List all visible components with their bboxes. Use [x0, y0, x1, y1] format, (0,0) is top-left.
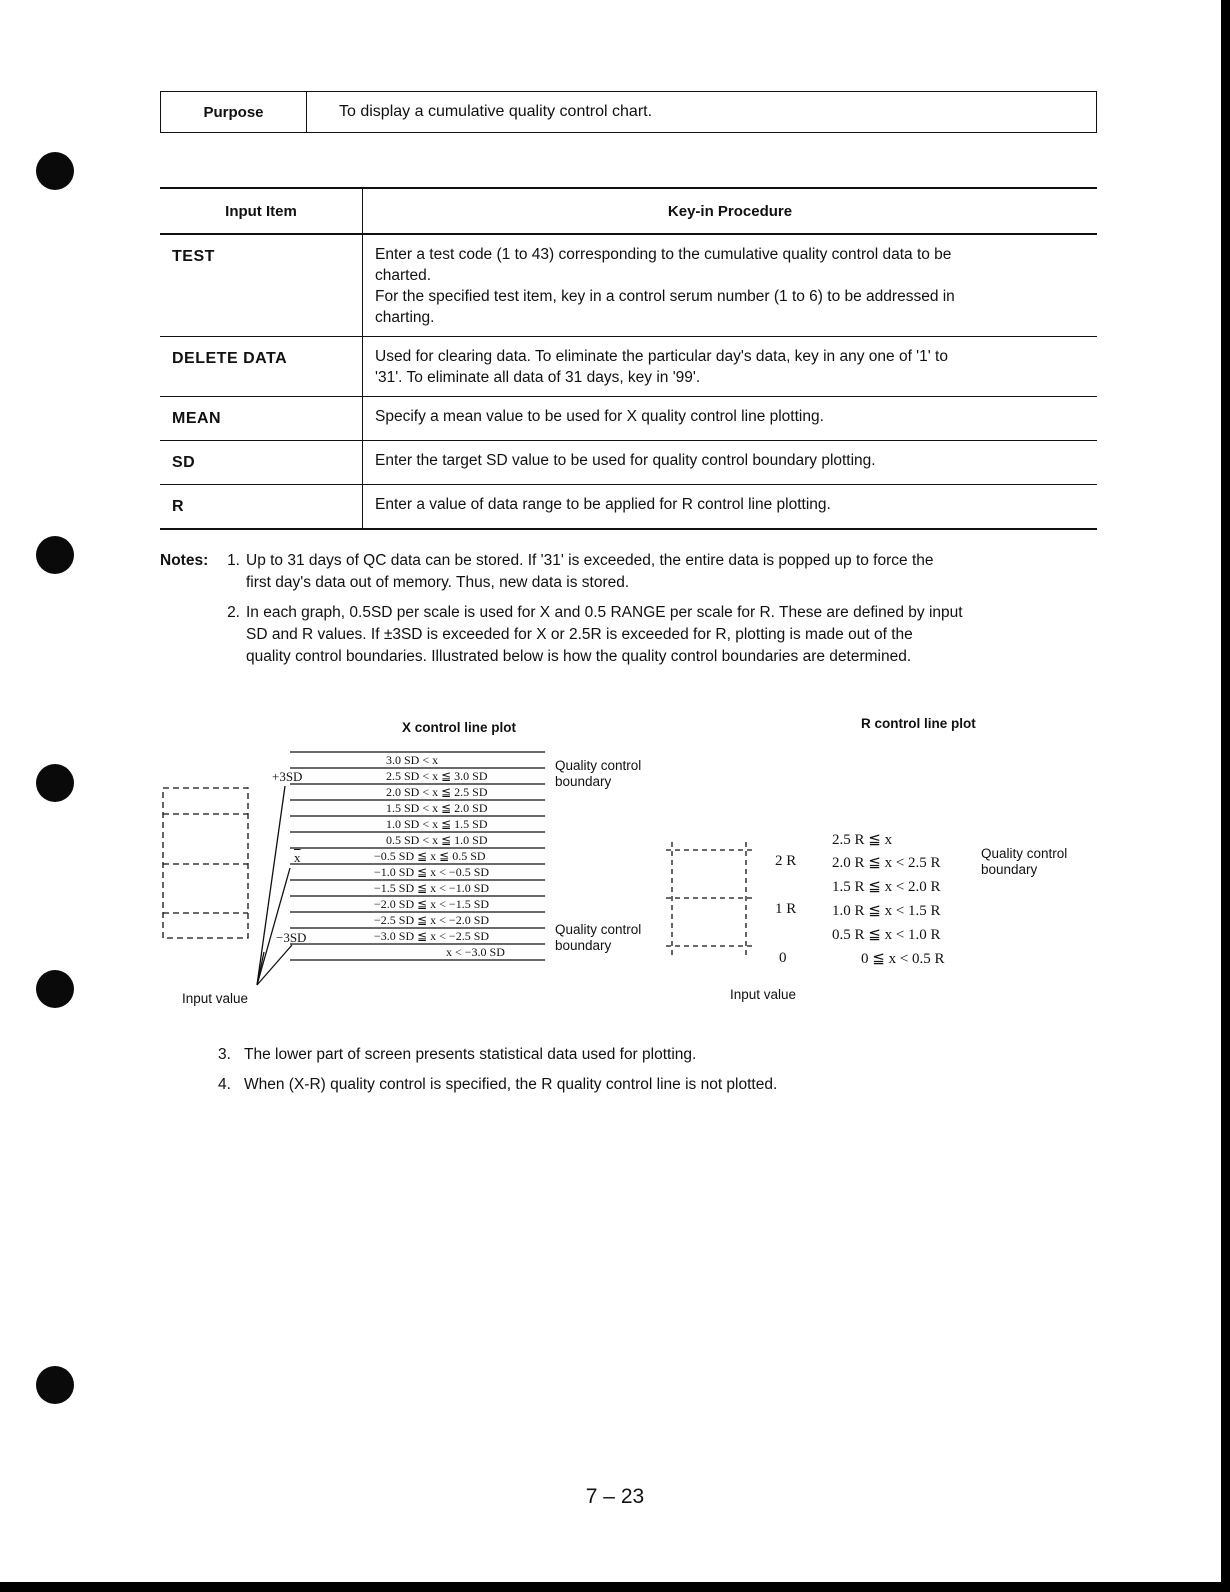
note-line: Up to 31 days of QC data can be stored. If '31' is exceeded, the entire data is popped up to force the: [246, 552, 934, 569]
mean-x-label: $\overline{x}$: [294, 850, 301, 865]
r-range-label: 2.0 R ≦ x < 2.5 R: [832, 855, 941, 871]
procedure-line: For the specified test item, key in a control serum number (1 to 6) to be addressed in: [375, 288, 955, 305]
procedure-line: Enter a test code (1 to 43) corresponding to the cumulative quality control data to be: [375, 246, 952, 263]
r-boundary-label: [981, 846, 1067, 878]
note-number: 2.: [227, 604, 240, 621]
final-notes: [218, 1040, 777, 1100]
header-input-item: Input Item: [160, 188, 363, 234]
minus-3sd-label: −3SD: [276, 930, 307, 945]
procedure-line: Used for clearing data. To eliminate the particular day's data, key in any one of '1' to: [375, 348, 948, 365]
r-range-label: 0 ≦ x < 0.5 R: [861, 951, 945, 967]
x-band-label: −1.5 SD ≦ x < −1.0 SD: [374, 881, 490, 895]
note-text: The lower part of screen presents statistical data used for plotting.: [244, 1046, 697, 1063]
item-name: MEAN: [160, 397, 363, 441]
boundary-text: boundary: [555, 774, 612, 789]
notes-label: Notes:: [160, 552, 209, 569]
note-line: In each graph, 0.5SD per scale is used for X and 0.5 RANGE per scale for R. These are defined by input: [246, 604, 963, 621]
x-band-label: 3.0 SD < x: [386, 753, 439, 767]
boundary-text: boundary: [555, 938, 612, 953]
procedure-line: Enter the target SD value to be used for quality control boundary plotting.: [375, 452, 876, 469]
note-number: 4.: [218, 1076, 231, 1093]
r-input-value-label: Input value: [730, 987, 797, 1002]
x-boundary-lower: [555, 922, 641, 954]
fan-line: [257, 786, 285, 985]
x-boundary-upper: [555, 758, 641, 790]
note-number: 3.: [218, 1046, 231, 1063]
procedure-line: Enter a value of data range to be applied for R control line plotting.: [375, 496, 831, 513]
r-plot-title: R control line plot: [861, 716, 976, 731]
boundary-text: boundary: [981, 862, 1038, 877]
plus-3sd-label: +3SD: [272, 769, 303, 784]
x-band-label: −3.0 SD ≦ x < −2.5 SD: [374, 929, 490, 943]
purpose-value: To display a cumulative quality control chart.: [339, 103, 653, 120]
item-name: DELETE DATA: [160, 337, 363, 397]
x-band-label: −2.5 SD ≦ x < −2.0 SD: [374, 913, 490, 927]
item-name: SD: [160, 441, 363, 485]
x-band-label: 2.0 SD < x ≦ 2.5 SD: [386, 785, 488, 799]
r-tick-0: 0: [779, 950, 787, 966]
item-name: TEST: [160, 234, 363, 337]
procedure-line: charting.: [375, 309, 435, 326]
procedure-line: '31'. To eliminate all data of 31 days, key in '99'.: [375, 369, 701, 386]
x-input-value-label: Input value: [182, 991, 249, 1006]
x-plot-title: X control line plot: [402, 720, 516, 735]
r-tick-1r: 1 R: [775, 901, 797, 917]
header-key-in-procedure: Key-in Procedure: [363, 188, 1098, 234]
x-band-label: −0.5 SD ≦ x ≦ 0.5 SD: [374, 849, 486, 863]
boundary-text: Quality control: [981, 846, 1068, 861]
note-number: 1.: [227, 552, 240, 569]
note-line: first day's data out of memory. Thus, new data is stored.: [246, 574, 630, 591]
x-band-label: −1.0 SD ≦ x < −0.5 SD: [374, 865, 490, 879]
r-range-label: 0.5 R ≦ x < 1.0 R: [832, 927, 941, 943]
note-line: SD and R values. If ±3SD is exceeded for X or 2.5R is exceeded for R, plotting is made out of the: [246, 626, 913, 643]
x-band-label: −2.0 SD ≦ x < −1.5 SD: [374, 897, 490, 911]
x-band-label: 1.5 SD < x ≦ 2.0 SD: [386, 801, 488, 815]
r-tick-2r: 2 R: [775, 853, 797, 869]
purpose-label: Purpose: [161, 92, 307, 132]
fan-line: [257, 868, 290, 985]
item-name: R: [160, 485, 363, 530]
x-band-label: 0.5 SD < x ≦ 1.0 SD: [386, 833, 488, 847]
note-line: quality control boundaries. Illustrated below is how the quality control boundaries are determined.: [246, 648, 912, 665]
page-number: 7 – 23: [585, 1485, 645, 1508]
x-band-label: 2.5 SD < x ≦ 3.0 SD: [386, 769, 488, 783]
procedure-line: charted.: [375, 267, 432, 284]
r-range-label: 1.5 R ≦ x < 2.0 R: [832, 879, 941, 895]
r-range-label: 2.5 R ≦ x: [832, 832, 893, 848]
x-band-label: 1.0 SD < x ≦ 1.5 SD: [386, 817, 488, 831]
boundary-text: Quality control: [555, 758, 642, 773]
note-text: When (X-R) quality control is specified, the R quality control line is not plotted.: [244, 1076, 778, 1093]
boundary-text: Quality control: [555, 922, 642, 937]
procedure-line: Specify a mean value to be used for X quality control line plotting.: [375, 408, 824, 425]
x-band-label: x < −3.0 SD: [446, 945, 505, 959]
input-box-outline: [163, 788, 248, 938]
r-range-label: 1.0 R ≦ x < 1.5 R: [832, 903, 941, 919]
